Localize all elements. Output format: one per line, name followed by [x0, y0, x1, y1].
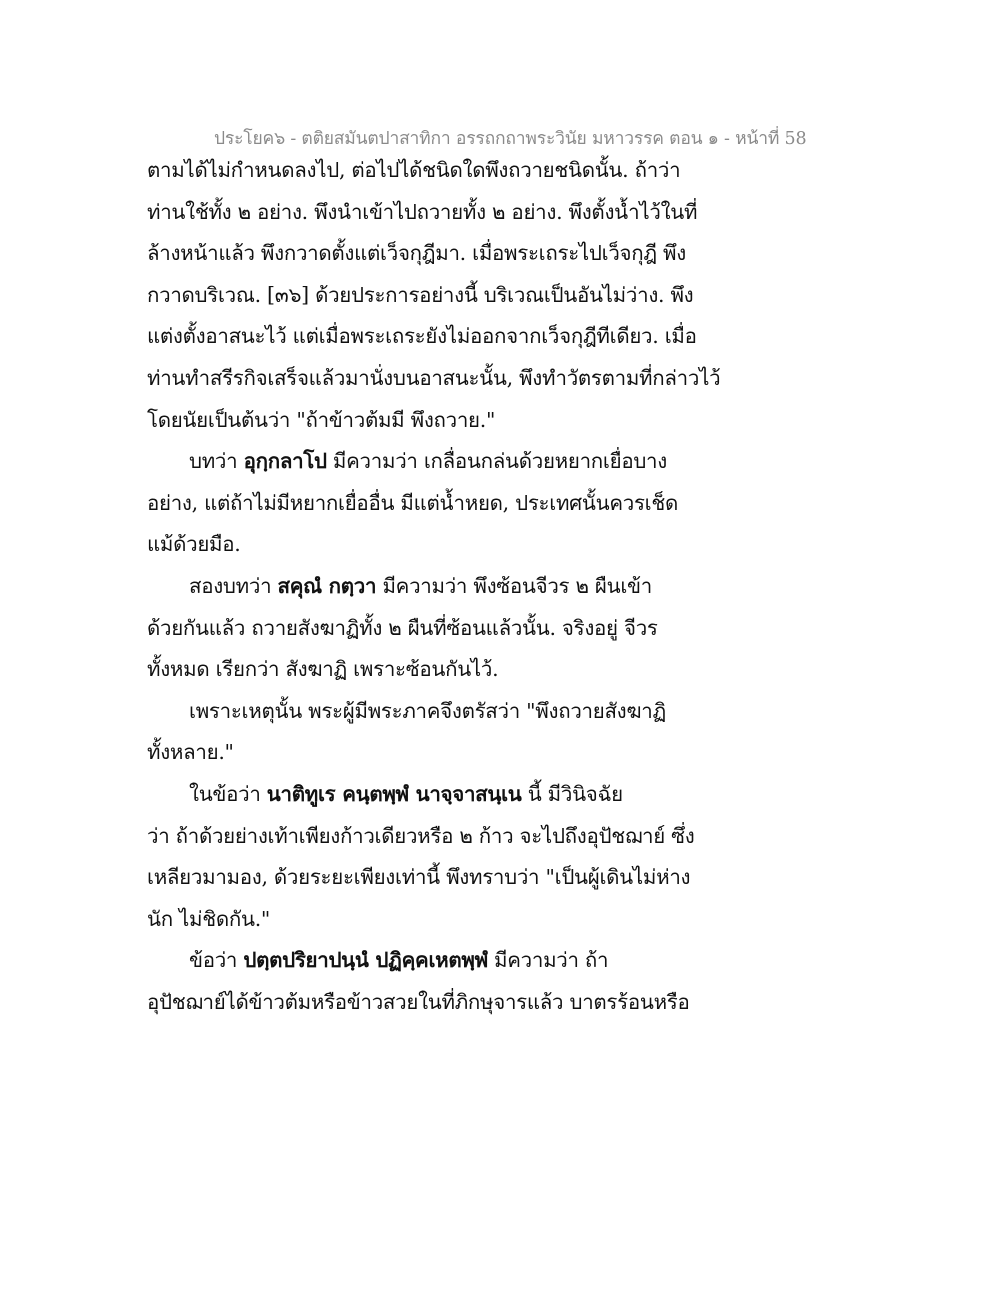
text-line	[147, 400, 707, 442]
pali-term: สคุณํ กตฺวา	[277, 573, 377, 598]
text-run: ทั้งหมด เรียกว่า สังฆาฏิ เพราะซ้อนกันไว้.	[147, 657, 499, 682]
text-line	[147, 608, 707, 650]
text-run: ข้อว่า	[189, 948, 244, 973]
text-line	[147, 441, 707, 483]
text-line	[147, 774, 707, 816]
text-line	[147, 150, 707, 192]
text-run: มีความว่า พึงซ้อนจีวร ๒ ผืนเข้า	[376, 573, 652, 598]
text-line	[147, 940, 707, 982]
text-line	[147, 816, 707, 858]
text-run: ตามได้ไม่กำหนดลงไป, ต่อไปได้ชนิดใดพึงถวายชนิดนั้น. ถ้าว่า	[147, 158, 681, 182]
running-header: ประโยค๖ - ตติยสมันตปาสาทิกา อรรถกถาพระวินัย มหาวรรค ตอน ๑ - หน้าที่ 58	[214, 129, 807, 149]
text-run: ท่านใช้ทั้ง ๒ อย่าง. พึงนำเข้าไปถวายทั้ง ๒ อย่าง. พึงตั้งน้ำไว้ในที่	[147, 199, 698, 224]
text-run: ว่า ถ้าด้วยย่างเท้าเพียงก้าวเดียวหรือ ๒ ก้าว จะไปถึงอุปัชฌาย์ ซึ่ง	[147, 823, 695, 848]
text-run: อย่าง, แต่ถ้าไม่มีหยากเยื่ออื่น มีแต่น้ำหยด, ประเทศนั้นควรเช็ด	[147, 490, 678, 515]
pali-term: ปตฺตปริยาปนฺนํ ปฏิคฺคเหตพฺพํ	[243, 948, 488, 973]
text-line	[147, 524, 707, 566]
text-run: เพราะเหตุนั้น พระผู้มีพระภาคจึงตรัสว่า "พึงถวายสังฆาฏิ	[189, 698, 666, 723]
text-run: โดยนัยเป็นต้นว่า "ถ้าข้าวต้มมี พึงถวาย."	[147, 407, 496, 432]
text-run: ล้างหน้าแล้ว พึงกวาดตั้งแต่เว็จกุฎีมา. เมื่อพระเถระไปเว็จกุฎี พึง	[147, 241, 686, 266]
text-run: ในข้อว่า	[189, 781, 267, 806]
text-run: นัก ไม่ชิดกัน."	[147, 906, 271, 931]
text-run: มีความว่า ถ้า	[487, 948, 609, 973]
text-run: แต่งตั้งอาสนะไว้ แต่เมื่อพระเถระยังไม่ออกจากเว็จกุฎีทีเดียว. เมื่อ	[147, 324, 697, 349]
text-run: บทว่า	[189, 449, 244, 474]
text-line	[147, 857, 707, 899]
text-run: นี้ มีวินิจฉัย	[521, 781, 623, 806]
text-line	[147, 732, 707, 774]
text-run: ท่านทำสรีรกิจเสร็จแล้วมานั่งบนอาสนะนั้น, พึงทำวัตรตามที่กล่าวไว้	[147, 365, 721, 390]
text-run: สองบทว่า	[189, 573, 278, 598]
text-line	[147, 649, 707, 691]
text-run: กวาดบริเวณ. [๓๖] ด้วยประการอย่างนี้ บริเวณเป็นอันไม่ว่าง. พึง	[147, 282, 694, 307]
text-run: เหลียวมามอง, ด้วยระยะเพียงเท่านี้ พึงทราบว่า "เป็นผู้เดินไม่ห่าง	[147, 865, 691, 890]
text-line	[147, 566, 707, 608]
text-line	[147, 899, 707, 941]
text-line	[147, 233, 707, 275]
text-line	[147, 275, 707, 317]
text-line	[147, 358, 721, 400]
text-run: ทั้งหลาย."	[147, 740, 234, 765]
text-line	[147, 691, 707, 733]
text-run: มีความว่า เกลื่อนกล่นด้วยหยากเยื่อบาง	[326, 449, 667, 474]
text-run: แม้ด้วยมือ.	[147, 532, 241, 557]
page-body	[147, 150, 721, 1023]
text-line	[147, 316, 707, 358]
text-line	[147, 982, 707, 1024]
pali-term: นาติทูเร คนฺตพฺพํ นาจฺจาสนฺเน	[266, 781, 522, 806]
pali-term: อุกฺกลาโป	[243, 449, 327, 474]
text-run: ด้วยกันแล้ว ถวายสังฆาฏิทั้ง ๒ ผืนที่ซ้อนแล้วนั้น. จริงอยู่ จีวร	[147, 615, 658, 640]
text-run: อุปัชฌาย์ได้ข้าวต้มหรือข้าวสวยในที่ภิกษุจารแล้ว บาตรร้อนหรือ	[147, 989, 690, 1014]
text-line	[147, 192, 707, 234]
text-line	[147, 483, 707, 525]
